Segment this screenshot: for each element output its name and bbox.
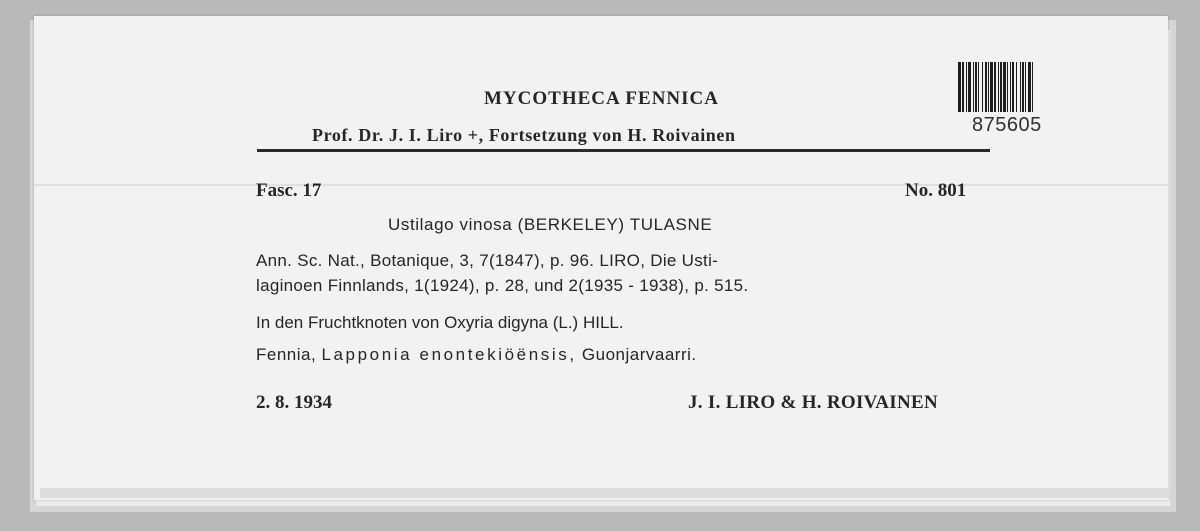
collection-title: MYCOTHECA FENNICA xyxy=(484,88,719,109)
barcode-number: 875605 xyxy=(972,114,1042,136)
locality-place: Guonjarvaarri. xyxy=(581,345,697,364)
reference-line-1: Ann. Sc. Nat., Botanique, 3, 7(1847), p. 96. LIRO, Die Usti- xyxy=(256,251,719,270)
collection-subtitle: Prof. Dr. J. I. Liro +, Fortsetzung von H. Roivainen xyxy=(312,125,736,145)
specimen-number: No. 801 xyxy=(905,180,967,201)
species-name: Ustilago vinosa (BERKELEY) TULASNE xyxy=(388,215,713,234)
barcode-image xyxy=(958,62,1084,112)
reference-line-2: laginoen Finnlands, 1(1924), p. 28, und 2(1935 - 1938), p. 515. xyxy=(256,276,749,295)
locality-country: Fennia, xyxy=(256,345,317,364)
collectors: J. I. LIRO & H. ROIVAINEN xyxy=(688,392,938,413)
label-fold-line xyxy=(34,184,1168,186)
label-bottom-edge xyxy=(40,488,1170,498)
collection-date: 2. 8. 1934 xyxy=(256,392,332,413)
fascicle-label: Fasc. 17 xyxy=(256,180,322,201)
locality xyxy=(256,344,697,366)
barcode-bar xyxy=(1033,62,1035,112)
locality-region: Lapponia enontekiöënsis, xyxy=(321,345,577,364)
header-rule xyxy=(257,149,990,152)
host-plant: In den Fruchtknoten von Oxyria digyna (L.) HILL. xyxy=(256,313,624,332)
